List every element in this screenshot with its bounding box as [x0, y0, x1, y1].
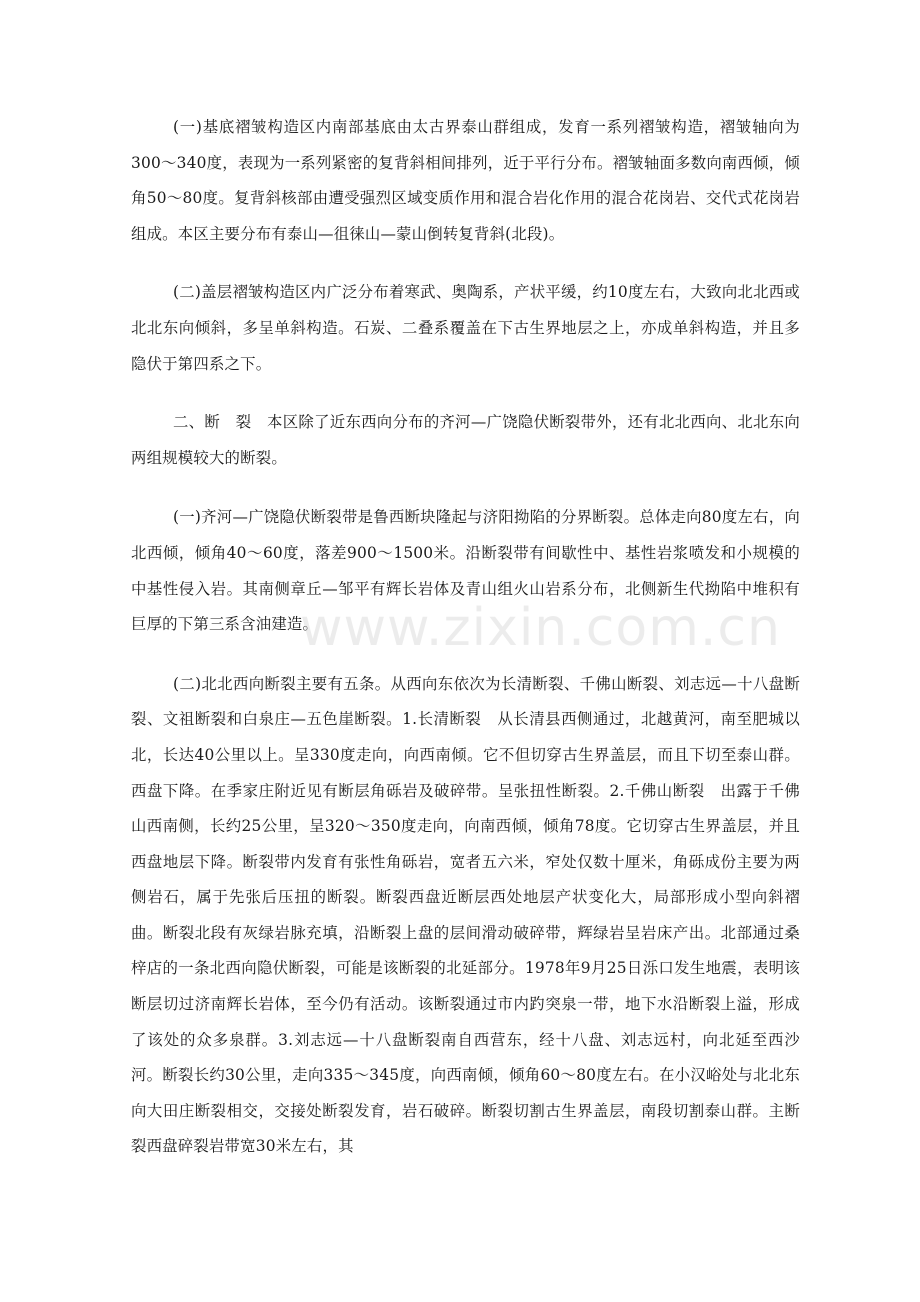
paragraph-nnw-faults: (二)北北西向断裂主要有五条。从西向东依次为长清断裂、千佛山断裂、刘志远—十八盘断裂、文祖断裂和白泉庄—五色崖断裂。1.长清断裂 从长清县西侧通过，北越黄河，南至肥城以北，长达40公里以上。呈330度走向，向西南倾。它不但切穿古生界盖层，而且下切至泰山群。西盘下降。在季家庄附近见有断层角砾岩及破碎带。呈张扭性断裂。2.千佛山断裂 出露于千佛山西南侧，长约25公里，呈320～350度走向，向南西倾，倾角78度。它切穿古生界盖层，并且西盘地层下降。断裂带内发育有张性角砾岩，宽者五六米，窄处仅数十厘米，角砾成份主要为两侧岩石，属于先张后压扭的断裂。断裂西盘近断层西处地层产状变化大，局部形成小型向斜褶曲。断裂北段有灰绿岩脉充填，沿断裂上盘的层间滑动破碎带，辉绿岩呈岩床产出。北部通过桑梓店的一条北西向隐伏断裂，可能是该断裂的北延部分。1978年9月25日泺口发生地震，表明该断层切过济南辉长岩体，至今仍有活动。该断裂通过市内趵突泉一带，地下水沿断裂上溢，形成了该处的众多泉群。3.刘志远—十八盘断裂南自西营东，经十八盘、刘志远村，向北延至西沙河。断裂长约30公里，走向335～345度，向西南倾，倾角60～80度左右。在小汉峪处与北北东向大田庄断裂相交，交接处断裂发育，岩石破碎。断裂切割古生界盖层，南段切割泰山群。主断裂西盘碎裂岩带宽30米左右，其: [131, 674, 800, 1156]
paragraph-qihe-guangrao-fault: (一)齐河—广饶隐伏断裂带是鲁西断块隆起与济阳拗陷的分界断裂。总体走向80度左右，向北西倾，倾角40～60度，落差900～1500米。沿断裂带有间歇性中、基性岩浆喷发和小规模的中基性侵入岩。其南侧章丘—邹平有辉长岩体及青山组火山岩系分布，北侧新生代拗陷中堆积有巨厚的下第三系含油建造。: [131, 508, 800, 634]
paragraph-basement-folds: (一)基底褶皱构造区内南部基底由太古界泰山群组成，发育一系列褶皱构造，褶皱轴向为300～340度，表现为一系列紧密的复背斜相间排列，近于平行分布。褶皱轴面多数向南西倾，倾角50～80度。复背斜核部由遭受强烈区域变质作用和混合岩化作用的混合花岗岩、交代式花岗岩组成。本区主要分布有泰山—徂徕山—蒙山倒转复背斜(北段)。: [131, 118, 800, 243]
watermark: www.zixin.com.cn: [300, 598, 781, 658]
paragraph-faults-heading: 二、断 裂 本区除了近东西向分布的齐河—广饶隐伏断裂带外，还有北北西向、北北东向两组规模较大的断裂。: [131, 413, 800, 467]
paragraph-cover-folds: (二)盖层褶皱构造区内广泛分布着寒武、奥陶系，产状平缓，约10度左右，大致向北北西或北北东向倾斜，多呈单斜构造。石炭、二叠系覆盖在下古生界地层之上，亦成单斜构造，并且多隐伏于第四系之下。: [131, 283, 800, 373]
document-body: [0, 110, 920, 1189]
